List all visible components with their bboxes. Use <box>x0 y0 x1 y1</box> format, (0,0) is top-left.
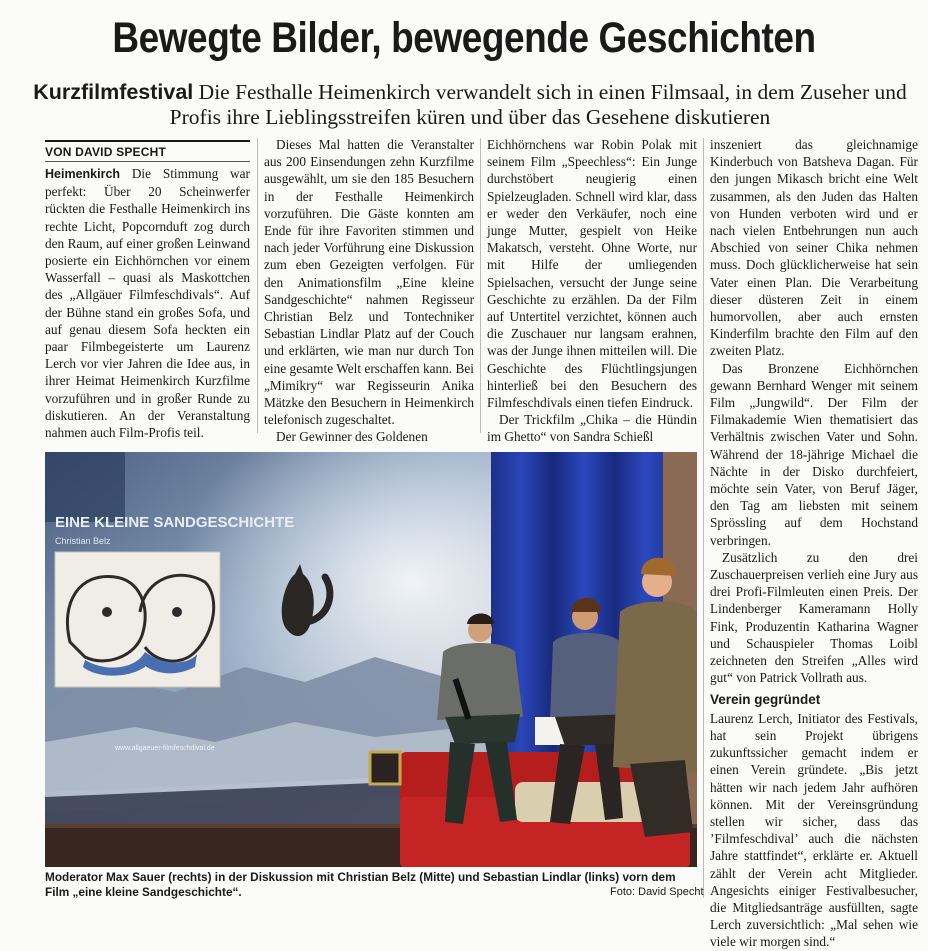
column-4-paragraph-3: Zusätzlich zu den drei Zuschauerpreisen verlieh eine Jury aus drei Profi-Filmleuten einen Preis. Der Lindenberger Kameramann Holly Fink, Produzentin Katharina Wagner und Schauspieler Thomas Loibl zeichneten den Streifen „Alles wird gut“ von Patrick Vollrath aus. <box>710 549 918 686</box>
photo-illustration <box>45 452 697 867</box>
dateline-place: Heimenkirch <box>45 167 121 181</box>
photo-credit: Foto: David Specht <box>610 886 704 898</box>
column-4-paragraph-1: inszeniert das gleichnamige Kinderbuch von Batsheva Dagan. Für den jungen Mikasch bricht eine Welt zusammen, als den Juden das Halten von Hunden verboten wird und er nach vielen Entbehrungen nun auch Abschied von seiner Chika nehmen muss. Doch glücklicherweise hat sein Vater einen Plan. Die Verarbeitung dieser düsteren Zeit in einem humorvollen, aber auch ernsten Kinderfilm brachte den Film auf den zweiten Platz. <box>710 137 918 359</box>
column-4-paragraph-2: Das Bronzene Eichhörnchen gewann Bernhard Wenger mit seinem Film „Jungwild“. Der Film der Filmakademie Wien thematisiert das Verhältnis zwischen Vater und Sohn. Während der 18-jährige Michael die Nächte in der Disko durchfeiert, möchte sein Vater, von Beruf Jäger, den Tag am liebsten mit seinem Sprössling auf dem Hochstand verbringen. <box>710 360 918 548</box>
column-divider <box>257 138 258 433</box>
headline: Bewegte Bilder, bewegende Geschichten <box>112 14 816 62</box>
article-column-1 <box>45 165 250 441</box>
screen-title: EINE KLEINE SANDGESCHICHTE <box>55 514 295 531</box>
screen-url: www.allgaeuer-filmfeschdival.de <box>115 745 215 752</box>
column-divider <box>703 138 704 898</box>
screen-subtitle: Christian Belz <box>55 536 111 546</box>
byline: VON DAVID SPECHT <box>45 140 250 162</box>
article-column-3 <box>487 136 697 446</box>
photo-caption: Moderator Max Sauer (rechts) in der Diskussion mit Christian Belz (Mitte) und Sebastian Lindlar (links) vorn dem Film „eine kleine Sandgeschichte“. <box>45 870 676 899</box>
column-2-paragraph-2: Der Gewinner des Goldenen <box>276 429 428 445</box>
column-divider <box>480 138 481 433</box>
column-1-text: Die Stimmung war perfekt: Über 20 Scheinwerfer rückten die Festhalle Heimenkirch ins rechte Licht, Popcornduft zog durch den Raum, auf einer großen Leinwand posierte ein Eichhörnchen vor einem Wasserfall – quasi als Maskottchen des „Allgäuer Filmfeschdivals“. Auf der Bühne stand ein großes Sofa, und auf genau diesem Sofa heckten ein paar Filmbegeisterte um Laurenz Lerch vor vier Jahren die Idee aus, in ihrer Heimat Heimenkirch Kurzfilme vorzuführen und in großer Runde zu diskutieren. An der Veranstaltung nahmen auch Film-Profis teil. <box>45 166 250 441</box>
column-3-paragraph-1: Eichhörnchens war Robin Polak mit seinem Film „Speechless“: Ein Junge durchstöbert neugierig einen Spielzeugladen. Schnell wird klar, dass er weder den Verkäufer, noch eine junge Mutter, gespielt von Heike Makatsch, versteht. Ohne Worte, nur mit Hilfe der umliegenden Spielsachen, versucht der Junge seine Geschichte zu erzählen. Da der Film auf Untertitel verzichtet, können auch die Zuschauer nur langsam erahnen, was der Junge ihnen mitteilen will. Die Geschichte des Flüchtlingsjungen hinterließ bei den Besuchern des Filmfeschdivals einen tiefen Eindruck. <box>487 137 697 411</box>
column-2-paragraph-1: Dieses Mal hatten die Veranstalter aus 200 Einsendungen zehn Kurzfilme ausgewählt, um sie den 185 Besuchern in der Festhalle Heimenkirch vorzuführen. Die Gäste konnten am Ende für ihre Favoriten stimmen und nach jeder Vorführung eine Diskussion zum eben Gezeigten verfolgen. Für den Animationsfilm „Eine kleine Sandgeschichte“ nahmen Regisseur Christian Belz und Tontechniker Sebastian Lindlar Platz auf der Couch und erklärten, wie man nur durch Ton eine gesamte Welt erschaffen kann. Bei „Mimikry“ war Regisseurin Anika Mätzke den Besuchern in Heimenkirch telefonisch zugeschaltet. <box>264 137 474 428</box>
article-column-2 <box>264 136 474 446</box>
subheadline <box>30 80 910 130</box>
intermediate-heading: Verein gegründet <box>710 691 821 707</box>
column-4-paragraph-4: Laurenz Lerch, Initiator des Festivals, hat sein Projekt übrigens zukunftssicher gemacht indem er einen Verein gründete. „Bis jetzt hätten wir nach jedem Jahr aufhören können. Mit der Vereinsgründung stellen wir sicher, dass das ’Filmfeschdival’ auch die nächsten Jahre stattfindet“, erklärte er. Aktuell zählt der Verein acht Mitglieder. Angesichts einiger Festivalbesucher, die Mitgliedsanträge ausfüllten, sagte Lerch zuversichtlich: „Mal sehen wie viele wir morgen sind.“ <box>710 710 918 950</box>
event-photo <box>45 452 697 867</box>
article-column-4 <box>710 136 918 951</box>
subhead-text: Die Festhalle Heimenkirch verwandelt sich in einen Filmsaal, in dem Zuseher und Profis ihre Lieblingsstreifen küren und über das Gesehene diskutieren <box>169 80 907 129</box>
column-3-paragraph-2: Der Trickfilm „Chika – die Hündin im Ghetto“ von Sandra Schießl <box>487 412 697 445</box>
subhead-kicker: Kurzfilmfestival <box>33 80 194 104</box>
